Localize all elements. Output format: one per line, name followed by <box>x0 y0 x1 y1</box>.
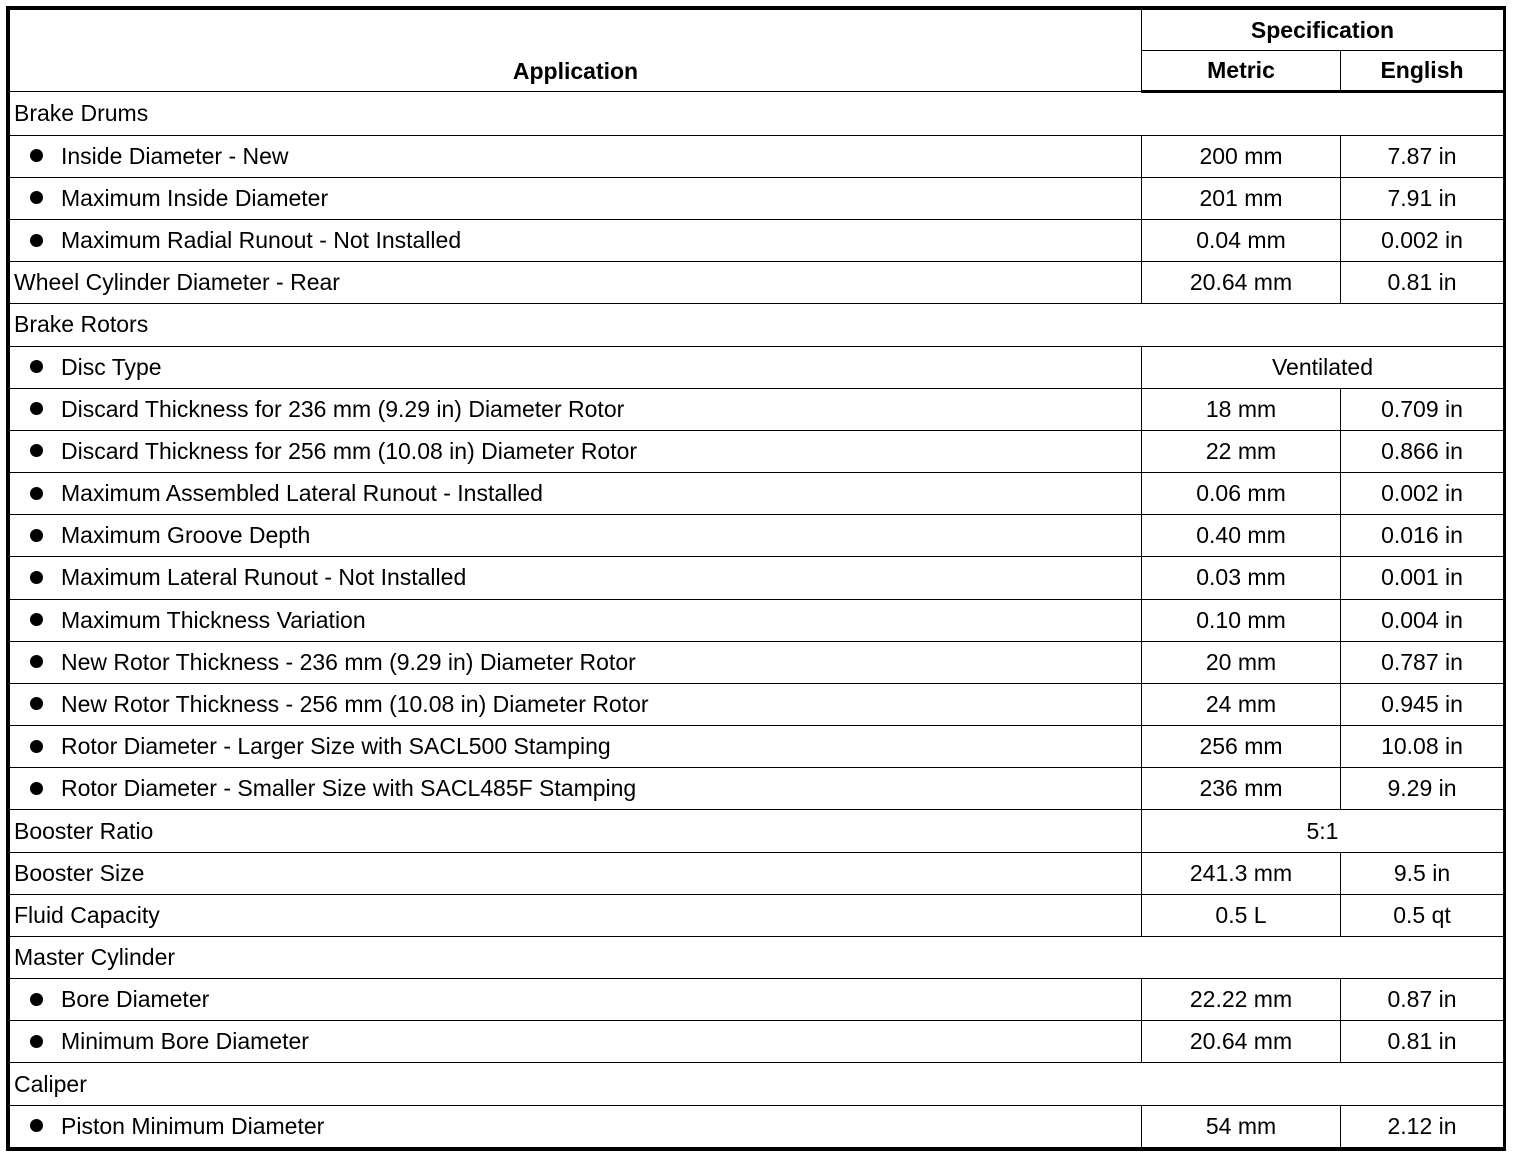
row-label <box>10 599 1142 641</box>
table-row <box>10 430 1504 472</box>
metric-value: 0.06 mm <box>1142 473 1341 515</box>
row-label-text: Fluid Capacity <box>14 901 160 928</box>
bullet-icon <box>30 149 43 162</box>
metric-value: 200 mm <box>1142 135 1341 177</box>
table-row <box>10 852 1504 894</box>
metric-value: 0.40 mm <box>1142 515 1341 557</box>
english-value: 9.5 in <box>1341 852 1504 894</box>
table-row <box>10 473 1504 515</box>
row-label-text: Maximum Assembled Lateral Runout - Installed <box>61 480 543 507</box>
metric-value: 18 mm <box>1142 388 1341 430</box>
table-row <box>10 92 1504 136</box>
bullet-icon <box>30 191 43 204</box>
english-value: 0.004 in <box>1341 599 1504 641</box>
row-label-text: Bore Diameter <box>61 986 210 1013</box>
metric-value: 0.04 mm <box>1142 220 1341 262</box>
row-label <box>10 346 1142 388</box>
row-label <box>10 768 1142 810</box>
metric-value: 256 mm <box>1142 726 1341 768</box>
row-label-text: Maximum Inside Diameter <box>61 184 329 211</box>
english-value: 0.5 qt <box>1341 894 1504 936</box>
section-label <box>10 1063 1504 1105</box>
english-value: 0.87 in <box>1341 979 1504 1021</box>
bullet-icon <box>30 993 43 1006</box>
table-row <box>10 304 1504 346</box>
row-label-text: Discard Thickness for 256 mm (10.08 in) Diameter Rotor <box>61 437 638 464</box>
table-row <box>10 894 1504 936</box>
table-row <box>10 936 1504 978</box>
bullet-icon <box>30 360 43 373</box>
table-row <box>10 641 1504 683</box>
row-label <box>10 388 1142 430</box>
specification-header: Specification <box>1142 10 1504 51</box>
bullet-icon <box>30 487 43 500</box>
bullet-icon <box>30 697 43 710</box>
metric-value: 54 mm <box>1142 1105 1341 1147</box>
spanned-value: Ventilated <box>1142 346 1504 388</box>
row-label-text: Brake Drums <box>14 100 149 127</box>
row-label <box>10 557 1142 599</box>
bullet-icon <box>30 529 43 542</box>
table-row <box>10 599 1504 641</box>
english-value: 0.002 in <box>1341 473 1504 515</box>
row-label <box>10 177 1142 219</box>
english-value: 0.81 in <box>1341 262 1504 304</box>
table-row <box>10 683 1504 725</box>
english-value: 0.016 in <box>1341 515 1504 557</box>
spec-table-frame <box>6 6 1506 1151</box>
bullet-icon <box>30 740 43 753</box>
table-row <box>10 220 1504 262</box>
english-value: 0.81 in <box>1341 1021 1504 1063</box>
metric-value: 20.64 mm <box>1142 262 1341 304</box>
section-label <box>10 92 1504 136</box>
english-value: 0.945 in <box>1341 683 1504 725</box>
table-row <box>10 1063 1504 1105</box>
row-label-text: Booster Size <box>14 859 145 886</box>
section-label <box>10 936 1504 978</box>
row-label-text: Maximum Groove Depth <box>61 522 311 549</box>
table-row <box>10 979 1504 1021</box>
row-label <box>10 473 1142 515</box>
row-label <box>10 641 1142 683</box>
table-row <box>10 262 1504 304</box>
row-label <box>10 515 1142 557</box>
row-label <box>10 1021 1142 1063</box>
metric-value: 20.64 mm <box>1142 1021 1341 1063</box>
english-value: 7.91 in <box>1341 177 1504 219</box>
english-value: 7.87 in <box>1341 135 1504 177</box>
row-label-text: Caliper <box>14 1070 87 1097</box>
row-label-text: Rotor Diameter - Larger Size with SACL500 Stamping <box>61 733 611 760</box>
bullet-icon <box>30 655 43 668</box>
row-label <box>10 262 1142 304</box>
row-label-text: Brake Rotors <box>14 311 149 338</box>
metric-header: Metric <box>1142 51 1341 92</box>
metric-value: 201 mm <box>1142 177 1341 219</box>
table-row <box>10 1105 1504 1147</box>
row-label-text: New Rotor Thickness - 256 mm (10.08 in) Diameter Rotor <box>61 690 649 717</box>
bullet-icon <box>30 1035 43 1048</box>
row-label <box>10 135 1142 177</box>
english-value: 10.08 in <box>1341 726 1504 768</box>
row-label-text: New Rotor Thickness - 236 mm (9.29 in) Diameter Rotor <box>61 648 636 675</box>
metric-value: 0.10 mm <box>1142 599 1341 641</box>
row-label-text: Minimum Bore Diameter <box>61 1028 309 1055</box>
metric-value: 236 mm <box>1142 768 1341 810</box>
bullet-icon <box>30 571 43 584</box>
english-header: English <box>1341 51 1504 92</box>
bullet-icon <box>30 782 43 795</box>
table-row <box>10 515 1504 557</box>
english-value: 0.866 in <box>1341 430 1504 472</box>
bullet-icon <box>30 1119 43 1132</box>
english-value: 2.12 in <box>1341 1105 1504 1147</box>
table-body <box>10 92 1504 1148</box>
row-label-text: Booster Ratio <box>14 817 154 844</box>
table-row <box>10 557 1504 599</box>
row-label <box>10 810 1142 852</box>
application-header: Application <box>10 10 1142 92</box>
table-row <box>10 135 1504 177</box>
row-label-text: Maximum Thickness Variation <box>61 606 366 633</box>
row-label <box>10 430 1142 472</box>
table-row <box>10 810 1504 852</box>
row-label <box>10 852 1142 894</box>
row-label <box>10 1105 1142 1147</box>
table-row <box>10 388 1504 430</box>
bullet-icon <box>30 402 43 415</box>
table-row <box>10 177 1504 219</box>
section-label <box>10 304 1504 346</box>
row-label <box>10 220 1142 262</box>
table-row <box>10 346 1504 388</box>
metric-value: 241.3 mm <box>1142 852 1341 894</box>
row-label <box>10 683 1142 725</box>
english-value: 0.001 in <box>1341 557 1504 599</box>
row-label-text: Inside Diameter - New <box>61 142 289 169</box>
row-label-text: Maximum Lateral Runout - Not Installed <box>61 564 467 591</box>
row-label <box>10 894 1142 936</box>
spec-table <box>9 9 1504 1148</box>
table-header <box>10 10 1504 92</box>
row-label-text: Discard Thickness for 236 mm (9.29 in) Diameter Rotor <box>61 395 625 422</box>
metric-value: 0.03 mm <box>1142 557 1341 599</box>
table-row <box>10 726 1504 768</box>
metric-value: 20 mm <box>1142 641 1341 683</box>
row-label-text: Disc Type <box>61 353 162 380</box>
metric-value: 0.5 L <box>1142 894 1341 936</box>
english-value: 0.002 in <box>1341 220 1504 262</box>
row-label <box>10 979 1142 1021</box>
table-row <box>10 1021 1504 1063</box>
bullet-icon <box>30 613 43 626</box>
table-row <box>10 768 1504 810</box>
bullet-icon <box>30 444 43 457</box>
row-label-text: Master Cylinder <box>14 944 176 971</box>
metric-value: 22 mm <box>1142 430 1341 472</box>
row-label <box>10 726 1142 768</box>
english-value: 0.787 in <box>1341 641 1504 683</box>
row-label-text: Wheel Cylinder Diameter - Rear <box>14 269 340 296</box>
bullet-icon <box>30 234 43 247</box>
row-label-text: Rotor Diameter - Smaller Size with SACL485F Stamping <box>61 775 637 802</box>
metric-value: 24 mm <box>1142 683 1341 725</box>
spanned-value: 5:1 <box>1142 810 1504 852</box>
english-value: 0.709 in <box>1341 388 1504 430</box>
row-label-text: Maximum Radial Runout - Not Installed <box>61 227 462 254</box>
row-label-text: Piston Minimum Diameter <box>61 1112 325 1139</box>
metric-value: 22.22 mm <box>1142 979 1341 1021</box>
english-value: 9.29 in <box>1341 768 1504 810</box>
